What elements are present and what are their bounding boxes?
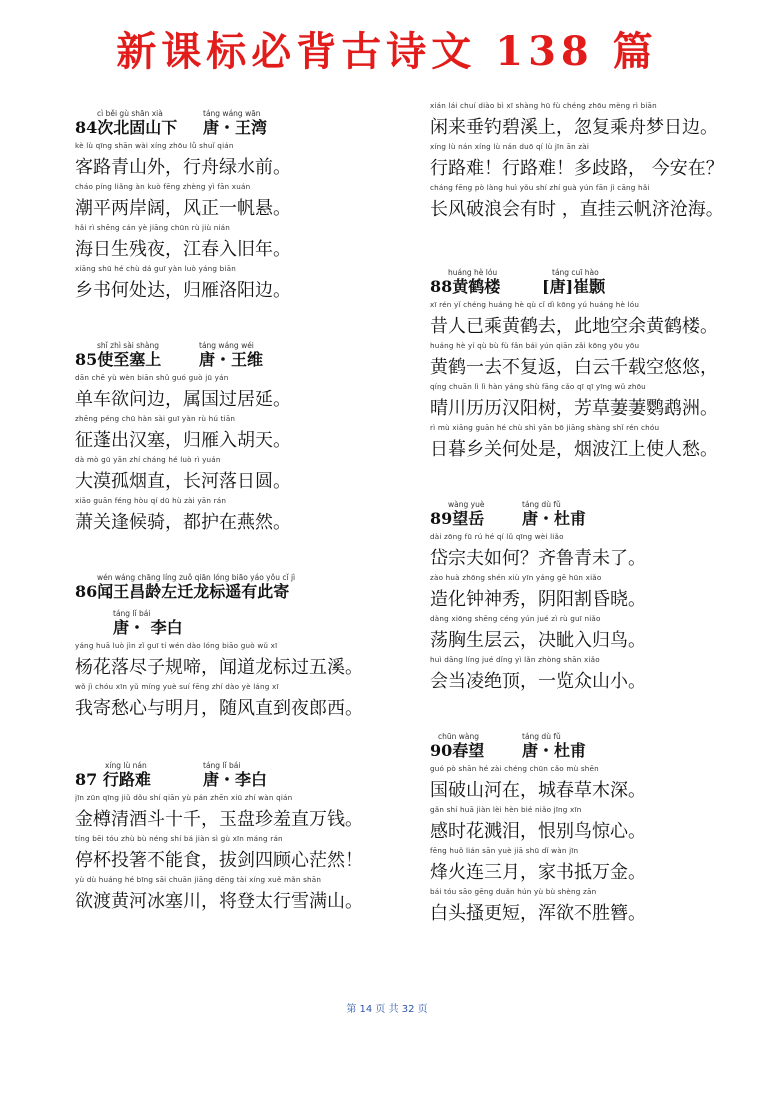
line-pinyin: yáng huā luò jìn zǐ guī tí wén dào lóng biāo guò wǔ xī — [75, 641, 278, 650]
line-text: 单车欲问边，属国过居延。 — [75, 389, 291, 410]
poem-title: 88黄鹤楼 — [430, 277, 501, 296]
line-text: 大漠孤烟直，长河落日圆。 — [75, 471, 291, 492]
line-text: 黄鹤一去不复返，白云千载空悠悠， — [430, 357, 718, 378]
poem-line — [75, 874, 405, 915]
line-pinyin: dài zōng fū rú hé qí lǔ qīng wèi liǎo — [430, 532, 564, 541]
line-text: 感时花溅泪，恨别鸟惊心。 — [430, 821, 646, 842]
line-pinyin: dà mò gū yān zhí cháng hé luò rì yuán — [75, 455, 221, 464]
poem-author-line — [75, 604, 405, 640]
line-pinyin: tíng bēi tóu zhù bù néng shí bá jiàn sì gù xīn máng rán — [75, 834, 283, 843]
line-pinyin: zhēng péng chū hàn sài guī yàn rù hú tiān — [75, 414, 236, 423]
line-text: 国破山河在，城春草木深。 — [430, 780, 646, 801]
poem-author: 唐・李白 — [203, 770, 268, 789]
poem-line — [75, 454, 405, 495]
poem-line — [430, 422, 760, 463]
title-pinyin: cì běi gù shān xià — [97, 109, 163, 118]
title-pinyin: wàng yuè — [448, 500, 485, 509]
line-text: 荡胸生层云，决眦入归鸟。 — [430, 630, 646, 651]
poem-title-line — [75, 564, 405, 604]
poem-line — [75, 263, 405, 304]
line-text: 会当凌绝顶，一览众山小。 — [430, 671, 646, 692]
line-text: 萧关逢候骑，都护在燕然。 — [75, 512, 291, 533]
line-pinyin: xiāo guān féng hòu qí dū hù zài yān rán — [75, 496, 227, 505]
poem-line — [75, 792, 405, 833]
author-pinyin: táng lǐ bái — [203, 761, 241, 770]
line-text: 日暮乡关何处是，烟波江上使人愁。 — [430, 439, 718, 460]
line-pinyin: xián lái chuí diào bì xī shàng hū fù chéng zhōu mèng rì biān — [430, 101, 657, 110]
poem-author: 唐・王湾 — [203, 118, 268, 137]
author-pinyin: táng wáng wéi — [199, 341, 254, 350]
poem-title-line — [430, 491, 760, 531]
line-pinyin: qíng chuān lì lì hàn yáng shù fāng cǎo qī qī yīng wǔ zhōu — [430, 382, 646, 391]
poem-title: 89望岳 — [430, 509, 485, 528]
line-text: 岱宗夫如何？齐鲁青未了。 — [430, 548, 646, 569]
line-text: 欲渡黄河冰塞川，将登太行雪满山。 — [75, 891, 363, 912]
right-column — [430, 100, 760, 927]
poem-line — [430, 531, 760, 572]
line-text: 金樽清酒斗十千，玉盘珍羞直万钱。 — [75, 809, 363, 830]
line-pinyin: gǎn shí huā jiàn lèi hèn bié niǎo jīng xīn — [430, 805, 582, 814]
poem-line — [430, 654, 760, 695]
poem-line — [75, 495, 405, 536]
author-pinyin: táng dù fǔ — [522, 500, 561, 509]
line-text: 征蓬出汉塞，归雁入胡天。 — [75, 430, 291, 451]
line-text: 乡书何处达，归雁洛阳边。 — [75, 280, 291, 301]
line-text: 我寄愁心与明月，随风直到夜郎西。 — [75, 698, 363, 719]
poem-line — [75, 222, 405, 263]
poem-line — [430, 381, 760, 422]
line-pinyin: fēng huǒ lián sān yuè jiā shū dǐ wàn jīn — [430, 846, 579, 855]
poem-title: 87 行路难 — [75, 770, 151, 789]
title-pinyin: huáng hè lóu — [448, 268, 498, 277]
line-pinyin: cháng fēng pò làng huì yǒu shí zhí guà yún fān jì cāng hǎi — [430, 183, 650, 192]
page-title: 新课标必背古诗文 138 篇 — [116, 28, 658, 75]
line-text: 造化钟神秀，阴阳割昏晓。 — [430, 589, 646, 610]
poem-line — [430, 572, 760, 613]
poem-line — [430, 340, 760, 381]
poem-line — [75, 140, 405, 181]
line-pinyin: rì mù xiāng guān hé chù shì yān bō jiāng shàng shǐ rén chóu — [430, 423, 660, 432]
poem-author: 唐・ 李白 — [113, 618, 183, 637]
line-pinyin: xī rén yǐ chéng huáng hè qù cǐ dì kōng yú huáng hè lóu — [430, 300, 640, 309]
line-pinyin: hǎi rì shēng cán yè jiāng chūn rù jiù nián — [75, 223, 231, 232]
poem-line — [430, 845, 760, 886]
poem-line — [430, 182, 760, 223]
poem-author: 唐・杜甫 — [522, 741, 587, 760]
line-pinyin: wǒ jì chóu xīn yǔ míng yuè suí fēng zhí dào yè láng xī — [75, 682, 279, 691]
line-pinyin: dān chē yù wèn biān shǔ guó guò jū yán — [75, 373, 229, 382]
line-text: 停杯投箸不能食，拔剑四顾心茫然！ — [75, 850, 363, 871]
line-pinyin: dàng xiōng shēng céng yún jué zì rù guī niǎo — [430, 614, 601, 623]
author-pinyin: táng lǐ bái — [113, 609, 151, 618]
title-pinyin: wén wáng chāng líng zuǒ qiān lóng biāo yáo yǒu cǐ jì — [97, 573, 296, 582]
line-pinyin: huáng hè yí qù bù fù fǎn bái yún qiān zǎi kōng yōu yōu — [430, 341, 640, 350]
line-text: 白头搔更短，浑欲不胜簪。 — [430, 903, 646, 924]
poem-line — [430, 299, 760, 340]
author-pinyin: táng wáng wān — [203, 109, 261, 118]
poem-line — [75, 640, 405, 681]
poem-line — [430, 141, 760, 182]
poem-author: 唐・杜甫 — [522, 509, 587, 528]
poem-title: 85使至塞上 — [75, 350, 162, 369]
poem-author: 唐・王维 — [199, 350, 264, 369]
line-pinyin: huì dāng líng jué dǐng yì lǎn zhòng shān xiǎo — [430, 655, 600, 664]
poem-line — [75, 681, 405, 722]
line-pinyin: jīn zūn qīng jiǔ dǒu shí qiān yù pán zhēn xiū zhí wàn qián — [75, 793, 293, 802]
left-column — [75, 100, 405, 915]
line-pinyin: xíng lù nán xíng lù nán duō qí lù jīn ān zài — [430, 142, 590, 151]
line-pinyin: kè lù qīng shān wài xíng zhōu lǜ shuǐ qián — [75, 141, 234, 150]
poem-line — [75, 372, 405, 413]
line-pinyin: bái tóu sāo gēng duǎn hún yù bù shèng zān — [430, 887, 597, 896]
line-text: 杨花落尽子规啼，闻道龙标过五溪。 — [75, 657, 363, 678]
line-pinyin: yù dù huáng hé bīng sāi chuān jiāng dēng tài xíng xuě mǎn shān — [75, 875, 322, 884]
line-text: 闲来垂钓碧溪上，忽复乘舟梦日边。 — [430, 117, 718, 138]
poem-line — [430, 886, 760, 927]
poem-author: [唐]崔颢 — [542, 277, 606, 296]
poem-line — [75, 181, 405, 222]
line-text: 客路青山外，行舟绿水前。 — [75, 157, 291, 178]
poem-title-line — [75, 332, 405, 372]
line-text: 长风破浪会有时 ，直挂云帆济沧海。 — [430, 199, 724, 220]
line-text: 晴川历历汉阳树，芳草萋萋鹦鹉洲。 — [430, 398, 718, 419]
author-pinyin: táng dù fǔ — [522, 732, 561, 741]
title-pinyin: xíng lù nán — [105, 761, 147, 770]
line-pinyin: guó pò shān hé zài chéng chūn cǎo mù shēn — [430, 764, 599, 773]
poem-title-line — [75, 100, 405, 140]
poem-line — [75, 413, 405, 454]
line-pinyin: cháo píng liǎng àn kuò fēng zhèng yì fān xuán — [75, 182, 251, 191]
line-text: 烽火连三月，家书抵万金。 — [430, 862, 646, 883]
title-pinyin: shǐ zhì sài shàng — [97, 341, 160, 350]
line-text: 行路难！行路难！多歧路， 今安在？ — [430, 158, 724, 179]
line-pinyin: zào huà zhōng shén xiù yīn yáng gē hūn xiǎo — [430, 573, 602, 582]
poem-line — [430, 804, 760, 845]
line-text: 潮平两岸阔，风正一帆悬。 — [75, 198, 291, 219]
title-pinyin: chūn wàng — [438, 732, 480, 741]
poem-title: 84次北固山下 — [75, 118, 178, 137]
line-text: 海日生残夜，江春入旧年。 — [75, 239, 291, 260]
page-footer: 第 14 页 共 32 页 — [346, 1004, 428, 1015]
poem-line — [430, 100, 760, 141]
poem-line — [430, 613, 760, 654]
line-text: 昔人已乘黄鹤去，此地空余黄鹤楼。 — [430, 316, 718, 337]
author-pinyin: táng cuī hào — [552, 268, 599, 277]
poem-title: 90春望 — [430, 741, 485, 760]
poem-line — [430, 763, 760, 804]
poem-title-line — [430, 259, 760, 299]
poem-title-line — [75, 752, 405, 792]
poem-title: 86闻王昌龄左迁龙标遥有此寄 — [75, 582, 290, 601]
poem-title-line — [430, 723, 760, 763]
line-pinyin: xiāng shū hé chù dá guī yàn luò yáng biān — [75, 264, 236, 273]
poem-line — [75, 833, 405, 874]
